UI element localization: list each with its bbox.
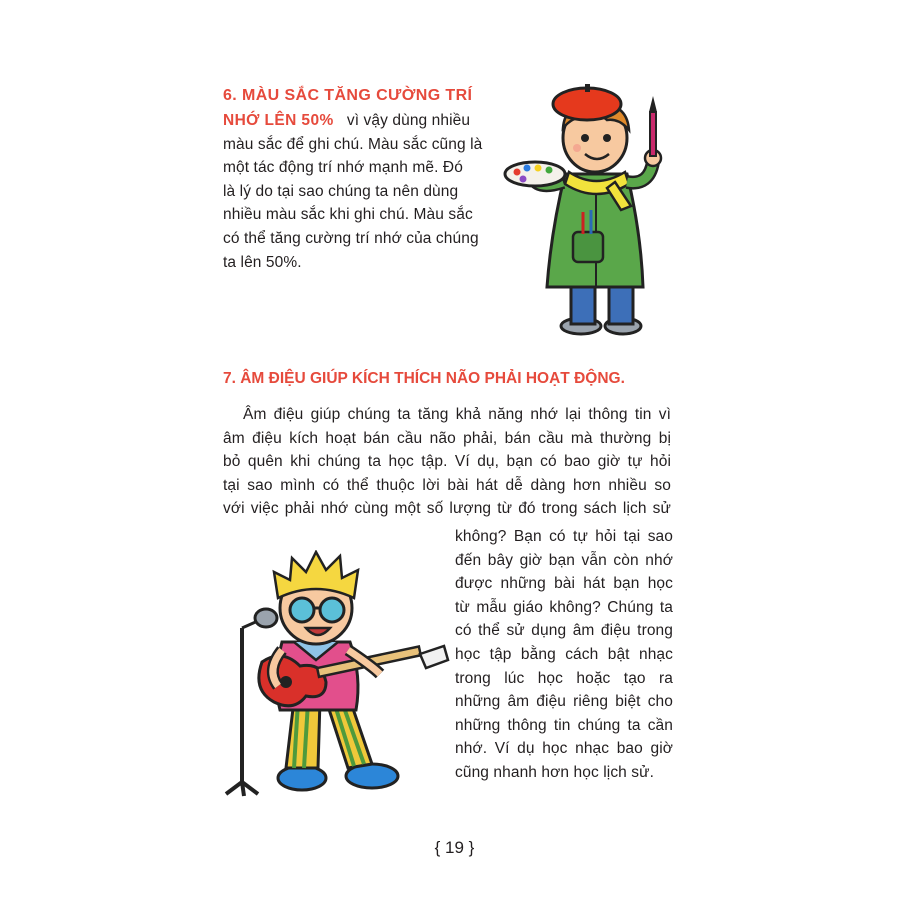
paragraph-line: là lý do tại sao chúng ta nên dùng [223, 182, 459, 200]
section-6-heading: 6. MÀU SẮC TĂNG CƯỜNG TRÍ [223, 87, 473, 104]
paragraph-line: âm điệu kích hoạt bán cầu não phải, bán cầu mà thường bị [223, 429, 671, 447]
paragraph-line: Âm điệu giúp chúng ta tăng khả năng nhớ lại thông tin vì [243, 406, 671, 423]
section-7-body-narrow [455, 525, 673, 785]
paragraph-line: có thể tăng cường trí nhớ của chúng [223, 229, 479, 247]
paragraph-line: những thông tin chúng ta cần [455, 716, 673, 734]
paragraph-line: bỏ quên khi chúng ta học tập. Ví dụ, bạn có bao giờ tự hỏi [223, 453, 671, 471]
paragraph-line: màu sắc để ghi chú. Màu sắc cũng là [223, 135, 483, 153]
paragraph-line: tại sao mình có thể thuộc lời bài hát dễ dàng hơn nhiều so [223, 476, 671, 494]
paragraph-line: nhớ. Ví dụ học nhạc bao giờ [455, 740, 673, 758]
paragraph-line: trong lúc học hoặc tạo ra [455, 669, 673, 687]
paragraph-line: đến bây giờ bạn vẫn còn nhớ [455, 551, 673, 569]
paragraph-line: có thể sử dụng âm điệu trong [455, 622, 673, 640]
paragraph-line: với việc phải nhớ cùng một số lượng từ đó trong sách lịch sử [223, 500, 671, 518]
paragraph-line: không? Bạn có tự hỏi tại sao [455, 528, 673, 545]
paragraph-line: cũng nhanh hơn học lịch sử. [455, 763, 655, 781]
section-6-first-line [223, 109, 501, 133]
section-7-body-full [223, 403, 671, 521]
section-7-heading: 7. ÂM ĐIỆU GIÚP KÍCH THÍCH NÃO PHẢI HOẠT ĐỘNG. [223, 370, 625, 387]
section-6-first-line-rest: vì vậy dùng nhiều [346, 112, 471, 129]
paragraph-line: nhiều màu sắc khi ghi chú. Màu sắc [223, 206, 473, 224]
paragraph-line: một tác động trí nhớ mạnh mẽ. Đó [223, 159, 463, 177]
section-6-body [223, 109, 501, 274]
painter-boy-illustration [503, 82, 673, 338]
paragraph-line: ta lên 50%. [223, 253, 302, 271]
paragraph-line: học tập bằng cách bật nhạc [455, 645, 673, 663]
paragraph-line: được những bài hát bạn học [455, 575, 673, 593]
paragraph-line: những âm điệu riêng biệt cho [455, 693, 673, 711]
guitarist-boy-illustration [222, 550, 452, 800]
page-number: { 19 } [434, 838, 475, 857]
section-6-heading-line2: NHỚ LÊN 50% [223, 112, 334, 129]
paragraph-line: từ mẫu giáo không? Chúng ta [455, 598, 673, 616]
